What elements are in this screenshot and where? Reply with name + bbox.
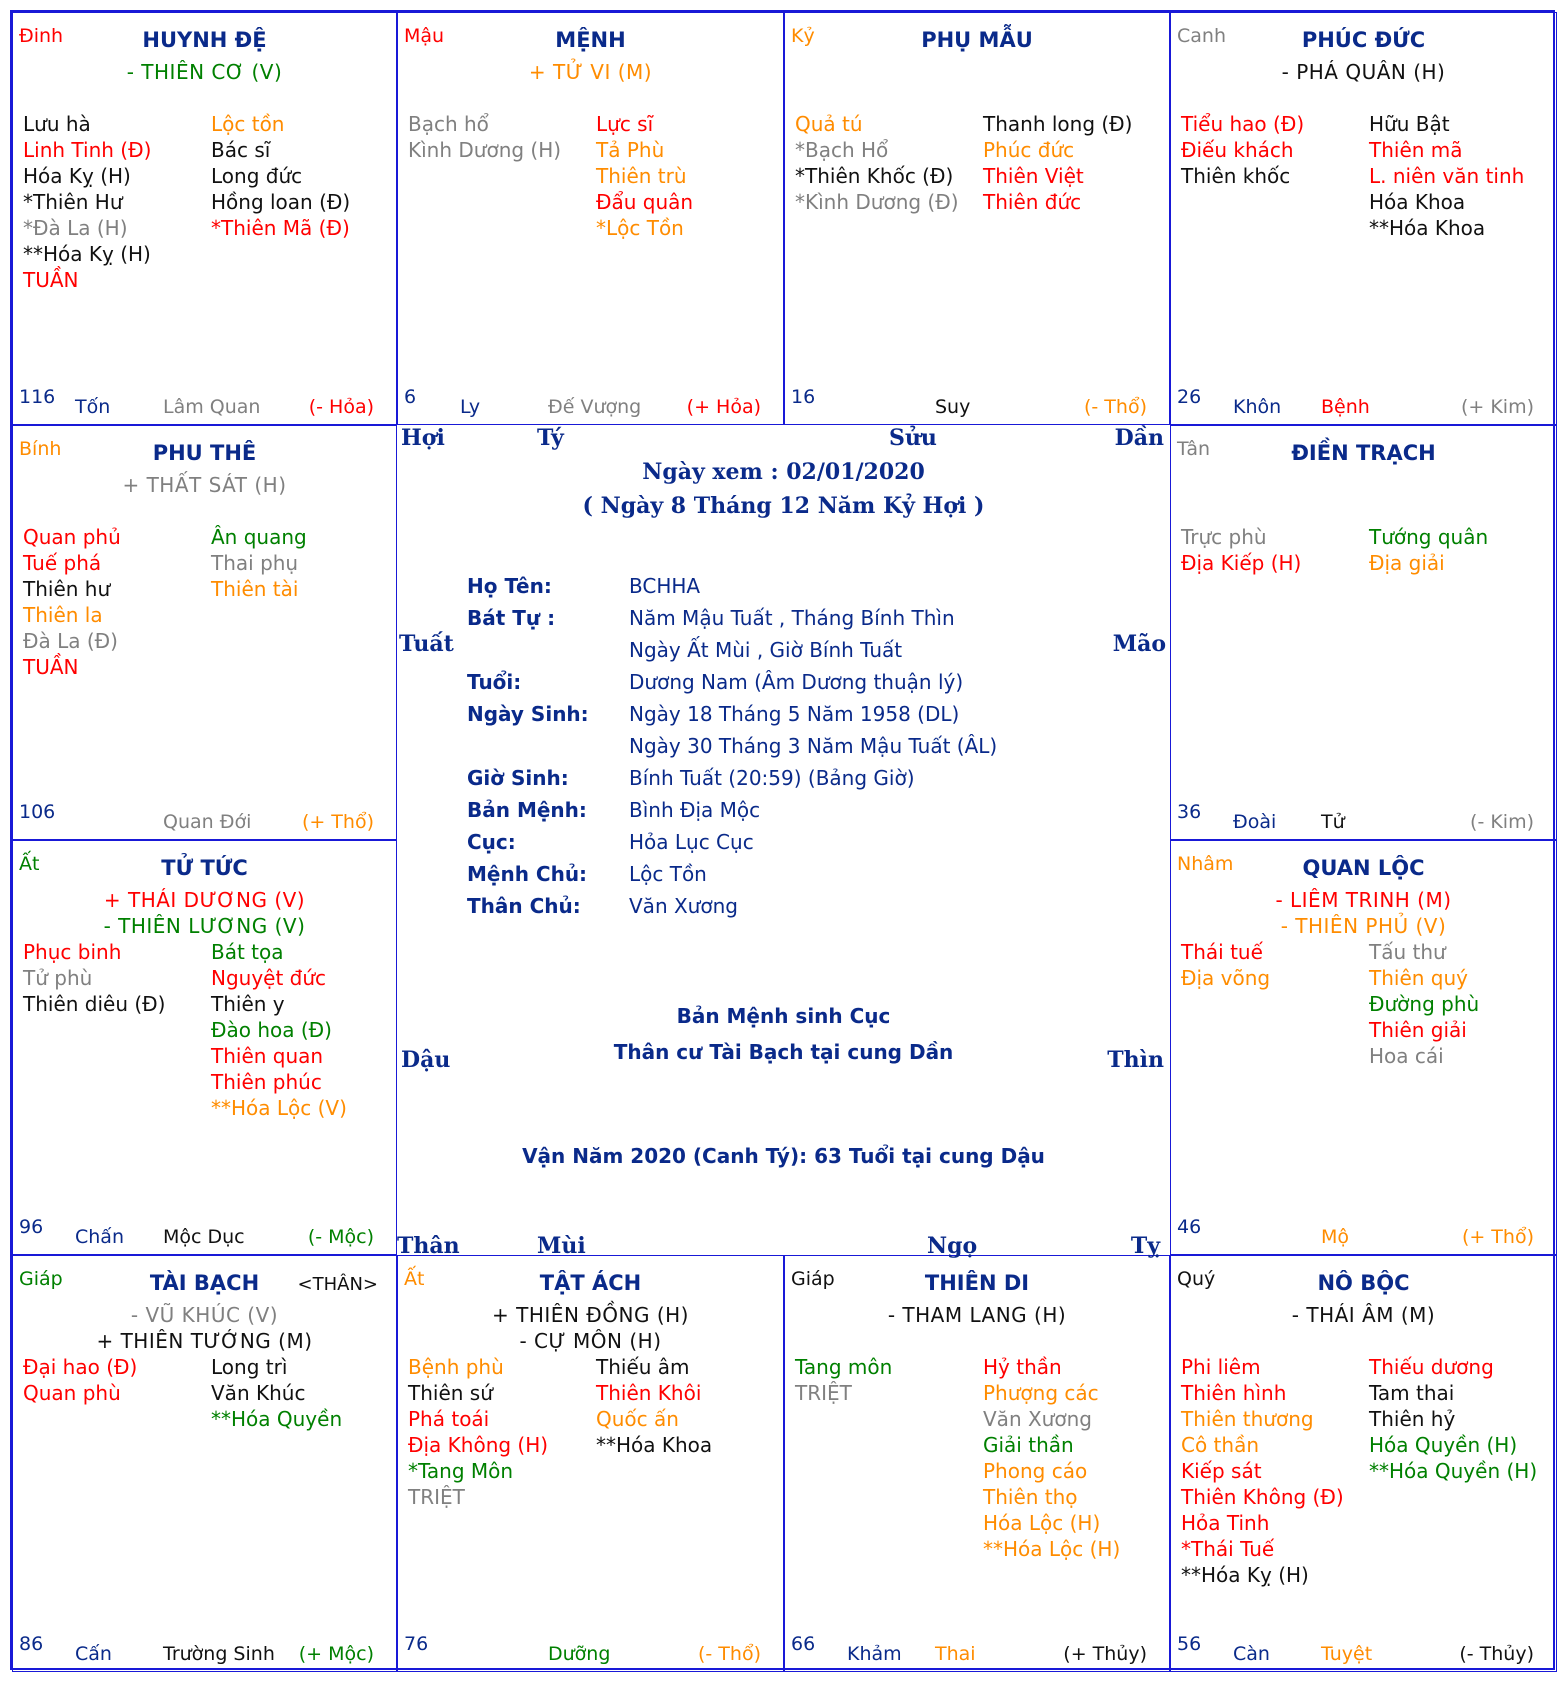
age-number: 16 [791,386,816,408]
element: (- Hỏa) [308,396,374,418]
zodiac-tuat: Tuất [399,631,454,657]
info-value: Ngày 18 Tháng 5 Năm 1958 (DL) [629,702,960,726]
luck-year: Vận Năm 2020 (Canh Tý): 63 Tuổi tại cung Dậu [522,1144,1045,1168]
major-star: - THIÊN CƠ (V) [126,60,283,84]
element: (+ Thủy) [1063,1643,1147,1665]
info-value: Bình Địa Mộc [629,798,761,822]
star: L. niên văn tinh [1369,164,1525,188]
info-value: Ngày 30 Tháng 3 Năm Mậu Tuất (ÂL) [629,734,998,758]
star: Tam thai [1369,1381,1455,1405]
info-label: Mệnh Chủ: [467,862,588,886]
life-stage: Tuyệt [1321,1643,1373,1665]
element: (- Thổ) [698,1643,761,1665]
star: *Thiên Mã (Đ) [211,216,350,240]
star: Thiên quý [1369,966,1468,990]
minor-stars-left [1181,524,1301,576]
star: Đường phù [1369,992,1480,1016]
major-stars [1171,1302,1556,1328]
minor-stars-right [211,524,307,602]
star: Hoa cái [1369,1044,1444,1068]
minor-stars-left [1181,111,1304,189]
direction-name: Ly [460,396,481,418]
star: Kiếp sát [1181,1459,1262,1483]
age-number: 56 [1177,1633,1202,1655]
palace-title: ĐIỀN TRẠCH [1291,441,1436,465]
element: (- Kim) [1470,811,1534,833]
zodiac-suu: Sửu [889,425,937,451]
heavenly-stem: Tân [1177,438,1211,460]
major-stars [1171,59,1556,85]
star: Thiên giải [1369,1018,1467,1042]
direction-name: Khôn [1233,396,1282,418]
life-stage: Suy [935,396,971,418]
star: Tử phù [23,966,93,990]
palace-tu-tuc [12,840,397,1255]
heavenly-stem: Đinh [19,25,64,47]
star: Địa Không (H) [408,1433,549,1457]
major-star: + TỬ VI (M) [528,60,653,84]
minor-stars-right [211,1354,342,1432]
star: Địa giải [1369,551,1445,575]
star: *Lộc Tồn [596,216,684,240]
summary-menh-cuc: Bản Mệnh sinh Cục [676,1004,891,1028]
major-star: - THIÊN LƯƠNG (V) [103,914,306,938]
life-stage: Trường Sinh [163,1643,275,1665]
zodiac-thin: Thìn [1107,1047,1164,1073]
palace-tai-bach [12,1255,397,1672]
info-value: Dương Nam (Âm Dương thuận lý) [629,670,964,694]
star: **Hóa Quyền (H) [1369,1459,1538,1483]
major-star: - THIÊN PHỦ (V) [1280,914,1447,938]
element: (+ Hỏa) [686,396,761,418]
heavenly-stem: Canh [1177,25,1226,47]
element: (+ Kim) [1460,396,1534,418]
minor-stars-left [795,1354,892,1406]
major-star: - VŨ KHÚC (V) [130,1303,279,1327]
palace-dien-trach [1170,425,1557,840]
minor-stars-left [1181,939,1270,991]
direction-name: Càn [1233,1643,1270,1665]
star: Hóa Kỵ (H) [23,164,131,188]
palace-quan-loc [1170,840,1557,1255]
star: *Tang Môn [408,1459,514,1483]
minor-stars-right [596,1354,712,1458]
age-number: 26 [1177,386,1202,408]
major-stars [13,887,396,939]
minor-stars-right [211,111,350,241]
info-value: Văn Xương [629,894,738,918]
major-star: - THÁI ÂM (M) [1291,1303,1436,1327]
star: Đà La (Đ) [23,629,118,653]
star: Thiên tài [211,577,299,601]
major-stars [13,472,396,498]
heavenly-stem: Ất [19,853,40,875]
star: TUẦN [23,655,79,679]
star: Thiên mã [1369,138,1463,162]
star: Văn Xương [983,1407,1092,1431]
info-label: Họ Tên: [467,574,552,598]
life-stage: Dưỡng [548,1643,611,1665]
star: Phượng các [983,1381,1099,1405]
palace-thien-di [784,1255,1170,1672]
age-number: 46 [1177,1216,1202,1238]
star: Trực phù [1181,525,1267,549]
star: Phúc đức [983,138,1075,162]
star: Giải thần [983,1433,1074,1457]
minor-stars-left [23,111,151,293]
minor-stars-left [23,524,121,680]
star: Hồng loan (Đ) [211,190,351,214]
zodiac-mui: Mùi [537,1233,586,1259]
lunar-view-date: ( Ngày 8 Tháng 12 Năm Kỷ Hợi ) [582,493,985,519]
palace-title: PHỤ MẪU [921,28,1033,52]
star: Thiên Khôi [596,1381,702,1405]
star: *Đà La (H) [23,216,128,240]
star: Địa Kiếp (H) [1181,551,1302,575]
star: **Hóa Lộc (H) [983,1537,1121,1561]
direction-name: Đoài [1233,811,1277,833]
star: Hóa Lộc (H) [983,1511,1101,1535]
palace-title: HUYNH ĐỆ [142,28,267,52]
star: Thiên quan [211,1044,324,1068]
info-label: Bản Mệnh: [467,798,587,822]
star: Phá toái [408,1407,490,1431]
star: Tang môn [795,1355,893,1379]
minor-stars-left [1181,1354,1344,1588]
heavenly-stem: Ất [404,1268,425,1290]
major-stars [13,1302,396,1354]
star: Thiếu dương [1369,1355,1494,1379]
zodiac-ty-snake: Tỵ [1130,1233,1160,1259]
star: Tả Phù [596,138,665,162]
star: **Hóa Kỵ (H) [23,242,151,266]
info-value: Hỏa Lục Cục [629,830,754,854]
star: Hữu Bật [1369,112,1450,136]
star: Thiên thọ [983,1485,1078,1509]
heavenly-stem: Kỷ [791,25,815,47]
star: Thiên đức [983,190,1082,214]
star: Phục binh [23,940,122,964]
star: Ân quang [211,525,307,549]
star: Hóa Khoa [1369,190,1466,214]
star: **Hóa Khoa [596,1433,713,1457]
star: **Hóa Lộc (V) [211,1096,347,1120]
star: Quốc ấn [596,1407,679,1431]
major-star: + THIÊN ĐỒNG (H) [492,1303,689,1327]
info-value: Ngày Ất Mùi , Giờ Bính Tuất [629,638,903,662]
heavenly-stem: Quý [1177,1268,1216,1290]
info-label: Thân Chủ: [467,894,581,918]
star: Thiên khốc [1181,164,1291,188]
element: (+ Thổ) [1461,1226,1534,1248]
info-value: Năm Mậu Tuất , Tháng Bính Thìn [629,606,955,630]
element: (+ Thổ) [301,811,374,833]
star: Bạch hổ [408,112,489,136]
star: Thiên thương [1181,1407,1314,1431]
age-number: 96 [19,1216,44,1238]
zodiac-dan: Dần [1114,425,1164,451]
star: Thiên sứ [408,1381,493,1405]
major-star: + THẤT SÁT (H) [122,473,287,497]
star: Thái tuế [1181,940,1263,964]
heavenly-stem: Nhâm [1177,853,1234,875]
palace-title: TỬ TỨC [161,856,248,880]
info-label: Bát Tự : [467,606,556,630]
major-stars [1171,887,1556,939]
palace-phu-mau [784,12,1170,425]
palace-title: THIÊN DI [924,1271,1030,1295]
direction-name: Chấn [75,1226,124,1248]
star: Thiếu âm [596,1355,690,1379]
age-number: 86 [19,1633,44,1655]
direction-name: Tốn [75,396,111,418]
minor-stars-right [1369,111,1524,241]
minor-stars-right [1369,939,1479,1069]
palace-title: TẬT ÁCH [539,1271,642,1295]
star: **Hóa Kỵ (H) [1181,1563,1309,1587]
star: **Hóa Quyền [211,1407,343,1431]
view-date: Ngày xem : 02/01/2020 [642,459,925,485]
direction-name: Khảm [847,1643,902,1665]
minor-stars-right [1369,524,1488,576]
star: Quan phù [23,1381,121,1405]
zodiac-mao: Mão [1112,631,1166,657]
star: TUẦN [23,268,79,292]
element: (- Thủy) [1459,1643,1534,1665]
star: Hóa Quyền (H) [1369,1433,1518,1457]
palace-title: MỆNH [555,28,626,52]
star: Bát tọa [211,940,284,964]
palace-no-boc [1170,1255,1557,1672]
star: *Bạch Hổ [795,138,889,162]
star: Tướng quân [1369,525,1489,549]
summary-than-cu: Thân cư Tài Bạch tại cung Dần [613,1040,954,1064]
star: Nguyệt đức [211,966,327,990]
element: (+ Mộc) [298,1643,374,1665]
life-stage: Mộ [1321,1226,1350,1248]
star: Địa võng [1181,966,1271,990]
star: Quan phủ [23,525,121,549]
star: Văn Khúc [211,1381,306,1405]
star: Thiên diêu (Đ) [23,992,166,1016]
star: TRIỆT [408,1485,465,1509]
minor-stars-right [1369,1354,1537,1484]
minor-stars-right [211,939,347,1121]
star: **Hóa Khoa [1369,216,1486,240]
major-stars [13,59,396,85]
star: Phi liêm [1181,1355,1261,1379]
palace-phu-the [12,425,397,840]
heavenly-stem: Giáp [19,1268,63,1290]
major-stars [398,59,783,85]
star: Đại hao (Đ) [23,1355,138,1379]
age-number: 106 [19,801,56,823]
star: Hỏa Tinh [1181,1511,1270,1535]
star: Thiên trù [596,164,687,188]
heavenly-stem: Giáp [791,1268,835,1290]
minor-stars-right [596,111,693,241]
zodiac-hoi: Hợi [401,425,445,451]
life-stage: Tử [1321,811,1345,833]
star: *Thái Tuế [1181,1537,1275,1561]
age-number: 6 [404,386,417,408]
age-number: 66 [791,1633,816,1655]
center-panel [397,425,1170,1259]
star: Long trì [211,1355,288,1379]
star: Hỷ thần [983,1355,1062,1379]
life-stage: Bệnh [1321,396,1370,418]
major-star: - CỰ MÔN (H) [519,1329,662,1353]
info-value: Lộc Tồn [629,862,707,886]
palace-title: PHÚC ĐỨC [1301,28,1426,52]
star: Lưu hà [23,112,91,136]
palace-title: NÔ BỘC [1317,1271,1410,1295]
star: Thiên hỷ [1369,1407,1456,1431]
zodiac-ngo: Ngọ [927,1233,978,1259]
heavenly-stem: Bính [19,438,62,460]
minor-stars-left [795,111,959,215]
age-number: 76 [404,1633,429,1655]
palace-title: QUAN LỘC [1302,856,1425,880]
star: Đẩu quân [596,190,694,214]
star: Thiên la [23,603,103,627]
major-star: + THIÊN TƯỚNG (M) [96,1329,313,1353]
palace-title: TÀI BẠCH [149,1271,260,1295]
star: TRIỆT [795,1381,852,1405]
age-number: 116 [19,386,56,408]
life-stage: Lâm Quan [163,396,261,418]
life-stage: Quan Đới [163,811,252,833]
star: Tấu thư [1369,940,1446,964]
star: Thiên phúc [211,1070,322,1094]
star: Lộc tồn [211,112,285,136]
star: Phong cáo [983,1459,1088,1483]
element: (- Mộc) [307,1226,374,1248]
major-stars [785,1302,1169,1328]
star: Đào hoa (Đ) [211,1018,332,1042]
star: Quả tú [795,112,863,136]
star: Linh Tinh (Đ) [23,138,152,162]
star: Tiểu hao (Đ) [1181,112,1305,136]
star: Thiên Không (Đ) [1181,1485,1344,1509]
life-stage: Mộc Dục [163,1226,245,1248]
star: Thiên y [211,992,285,1016]
major-stars [398,1302,783,1354]
info-value: BCHHA [629,574,701,598]
info-label: Cục: [467,830,516,854]
zodiac-ty-rat: Tý [537,425,564,451]
palace-huynh-de [12,12,397,425]
info-label: Ngày Sinh: [467,702,589,726]
palace-tat-ach [397,1255,784,1672]
star: Long đức [211,164,303,188]
direction-name: Cấn [75,1643,112,1665]
star: Cô thần [1181,1433,1260,1457]
major-star: - THAM LANG (H) [887,1303,1067,1327]
star: *Thiên Khốc (Đ) [795,164,954,188]
info-label: Giờ Sinh: [467,766,569,790]
minor-stars-right [983,1354,1120,1562]
than-tag: <THÂN> [297,1274,378,1295]
palace-menh [397,12,784,425]
horoscope-chart [10,10,1555,1670]
star: Thiên Việt [983,164,1084,188]
age-number: 36 [1177,801,1202,823]
major-star: + THÁI DƯƠNG (V) [103,888,306,912]
star: *Thiên Hư [23,190,123,214]
star: *Kình Dương (Đ) [795,190,959,214]
minor-stars-left [408,1354,548,1510]
star: Thai phụ [211,551,299,575]
element: (- Thổ) [1084,396,1147,418]
major-star: - LIÊM TRINH (M) [1275,888,1452,912]
minor-stars-left [23,1354,137,1406]
palace-title: PHU THÊ [152,441,257,465]
minor-stars-left [23,939,165,1017]
star: Bệnh phù [408,1355,504,1379]
star: Điếu khách [1181,138,1294,162]
star: Lực sĩ [596,112,654,136]
star: Bác sĩ [211,138,271,162]
star: Tuế phá [23,551,102,575]
star: Kình Dương (H) [408,138,562,162]
minor-stars-left [408,111,561,163]
star: Thiên hư [23,577,111,601]
zodiac-dau: Dậu [401,1047,451,1073]
major-star: - PHÁ QUÂN (H) [1281,60,1446,84]
life-stage: Thai [935,1643,976,1665]
heavenly-stem: Mậu [404,25,445,47]
life-stage: Đế Vượng [548,396,642,418]
star: Thanh long (Đ) [983,112,1133,136]
zodiac-than: Thân [397,1233,460,1259]
star: Thiên hình [1181,1381,1287,1405]
info-label: Tuổi: [467,670,522,694]
info-value: Bính Tuất (20:59) (Bảng Giờ) [629,766,915,790]
palace-phuc-duc [1170,12,1557,425]
minor-stars-right [983,111,1132,215]
